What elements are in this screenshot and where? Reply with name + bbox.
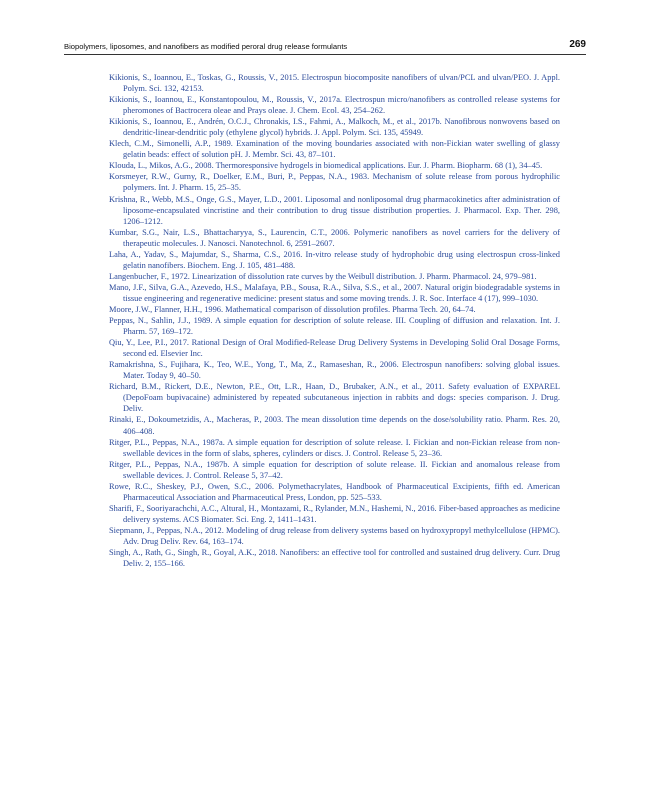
reference-entry: Peppas, N., Sahlin, J.J., 1989. A simple equation for description of solute release. III. Coupling of diffusion and relaxation. Int. J. Pharm. 57, 169–172.	[109, 316, 560, 337]
reference-entry: Ramakrishna, S., Fujihara, K., Teo, W.E., Yong, T., Ma, Z., Ramaseshan, R., 2006. Electrospun nanofibers: solving global issues. Mater. Today 9, 40–50.	[109, 360, 560, 381]
reference-entry: Ritger, P.L., Peppas, N.A., 1987b. A simple equation for description of solute release. II. Fickian and anomalous release from swellable devices. J. Control. Release 5, 37–42.	[109, 459, 560, 480]
reference-entry: Krishna, R., Webb, M.S., Onge, G.S., Mayer, L.D., 2001. Liposomal and nonliposomal drug pharmacokinetics after administration of liposome-encapsulated vincristine and their contribution to drug tissue distribution properties. J. Pharmacol. Exp. Ther. 298, 1206–1212.	[109, 194, 560, 226]
reference-entry: Singh, A., Rath, G., Singh, R., Goyal, A.K., 2018. Nanofibers: an effective tool for controlled and sustained drug delivery. Curr. Drug Deliv. 2, 155–166.	[109, 548, 560, 569]
reference-entry: Klouda, L., Mikos, A.G., 2008. Thermoresponsive hydrogels in biomedical applications. Eur. J. Pharm. Biopharm. 68 (1), 34–45.	[109, 161, 543, 171]
reference-entry: Mano, J.F., Silva, G.A., Azevedo, H.S., Malafaya, P.B., Sousa, R.A., Silva, S.S., et al., 2007. Natural origin biodegradable systems in tissue engineering and regenerative medicine: present status and some moving trends. J. R. Soc. Interface 4 (17), 999–1030.	[109, 282, 560, 303]
reference-entry: Richard, B.M., Rickert, D.E., Newton, P.E., Ott, L.R., Haan, D., Brubaker, A.N., et al., 2011. Safety evaluation of EXPAREL (DepoFoam bupivacaine) administered by repeated subcutaneous injection in rabbits and dogs: species comparison. J. Drug. Deliv.	[109, 382, 560, 414]
reference-entry: Ritger, P.L., Peppas, N.A., 1987a. A simple equation for description of solute release. I. Fickian and non-Fickian release from non-swellable devices in the form of slabs, spheres, cylinders or discs. J. Control. Release 5, 23–36.	[109, 437, 560, 458]
reference-entry: Langenbucher, F., 1972. Linearization of dissolution rate curves by the Weibull distribution. J. Pharm. Pharmacol. 24, 979–981.	[109, 271, 537, 281]
header-rule	[64, 54, 586, 55]
reference-entry: Qiu, Y., Lee, P.I., 2017. Rational Design of Oral Modified-Release Drug Delivery Systems in Developing Solid Oral Dosage Forms, second ed. Elsevier Inc.	[109, 338, 560, 359]
reference-entry: Kikionis, S., Ioannou, E., Konstantopoulou, M., Roussis, V., 2017a. Electrospun micro/nanofibers as controlled release systems for pheromones of Bactrocera oleae and Prays oleae. J. Chem. Ecol. 43, 254–262.	[109, 95, 560, 116]
page-number: 269	[569, 39, 586, 50]
reference-entry: Korsmeyer, R.W., Gurny, R., Doelker, E.M., Buri, P., Peppas, N.A., 1983. Mechanism of solute release from porous hydrophilic polymers. Int. J. Pharm. 15, 25–35.	[109, 172, 560, 193]
reference-entry: Rowe, R.C., Sheskey, P.J., Owen, S.C., 2006. Polymethacrylates, Handbook of Pharmaceutical Excipients, fifth ed. American Pharmaceutical Association and Pharmaceutical Press, London, pp. 525–533.	[109, 481, 560, 502]
running-header-title: Biopolymers, liposomes, and nanofibers as modified peroral drug release formulants	[64, 42, 348, 51]
reference-entry: Sharifi, F., Sooriyarachchi, A.C., Altural, H., Montazami, R., Rylander, M.N., Hashemi, N., 2016. Fiber-based approaches as medicine delivery systems. ACS Biomater. Sci. Eng. 2, 1411–1431.	[109, 503, 560, 524]
reference-entry: Siepmann, J., Peppas, N.A., 2012. Modeling of drug release from delivery systems based on hydroxypropyl methylcellulose (HPMC). Adv. Drug Deliv. Rev. 64, 163–174.	[109, 525, 560, 546]
reference-entry: Klech, C.M., Simonelli, A.P., 1989. Examination of the moving boundaries associated with non-Fickian water swelling of glassy gelatin beads: effect of solution pH. J. Membr. Sci. 43, 87–101.	[109, 139, 560, 160]
reference-entry: Kikionis, S., Ioannou, E., Andrén, O.C.J., Chronakis, I.S., Fahmi, A., Malkoch, M., et al., 2017b. Nanofibrous nonwovens based on dendritic-linear-dendritic poly (ethylene glycol) hybrids. J. Appl. Polym. Sci. 135, 45949.	[109, 117, 560, 138]
reference-entry: Kumbar, S.G., Nair, L.S., Bhattacharyya, S., Laurencin, C.T., 2006. Polymeric nanofibers as novel carriers for the delivery of therapeutic molecules. J. Nanosci. Nanotechnol. 6, 2591–2607.	[109, 227, 560, 248]
running-header	[64, 39, 586, 53]
reference-list	[109, 72, 560, 569]
reference-entry: Kikionis, S., Ioannou, E., Toskas, G., Roussis, V., 2015. Electrospun biocomposite nanofibers of ulvan/PCL and ulvan/PEO. J. Appl. Polym. Sci. 132, 42153.	[109, 73, 560, 94]
reference-entry: Moore, J.W., Flanner, H.H., 1996. Mathematical comparison of dissolution profiles. Pharma Tech. 20, 64–74.	[109, 304, 476, 314]
reference-entry: Laha, A., Yadav, S., Majumdar, S., Sharma, C.S., 2016. In-vitro release study of hydrophobic drug using electrospun cross-linked gelatin nanofibers. Biochem. Eng. J. 105, 481–488.	[109, 249, 560, 270]
reference-entry: Rinaki, E., Dokoumetzidis, A., Macheras, P., 2003. The mean dissolution time depends on the dose/solubility ratio. Pharm. Res. 20, 406–408.	[109, 415, 560, 436]
